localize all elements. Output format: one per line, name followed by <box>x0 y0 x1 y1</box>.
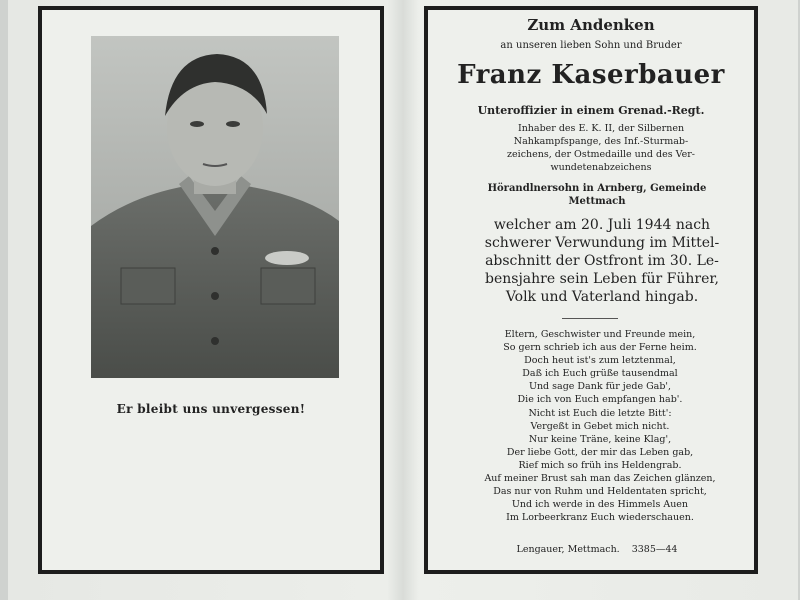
poem-line: Nur keine Träne, keine Klag', <box>528 433 672 445</box>
death-line: abschnitt der Ostfront im 30. Le- <box>485 253 719 269</box>
soldier-portrait-photo <box>91 36 339 378</box>
poem-line: Auf meiner Brust sah man das Zeichen glänzen, <box>484 473 716 485</box>
awards-line: zeichens, der Ostmedaille und des Ver- <box>507 149 695 160</box>
poem-line: Rief mich so früh ins Heldengrab. <box>518 459 682 471</box>
poem-line: Nicht ist Euch die letzte Bitt': <box>528 407 672 419</box>
poem-line: Im Lorbeerkranz Euch wiederschauen. <box>506 512 694 524</box>
poem-line: Das nur von Ruhm und Heldentaten spricht, <box>493 486 707 498</box>
memorial-motto: Er bleibt uns unvergessen! <box>116 402 306 416</box>
death-line: Volk und Vaterland hingab. <box>505 289 699 305</box>
origin-line: Mettmach <box>568 196 626 207</box>
death-line: bensjahre sein Leben für Führer, <box>485 271 719 287</box>
poem-line: Daß ich Euch grüße tausendmal <box>522 368 678 380</box>
poem-line: Und sage Dank für jede Gab', <box>528 381 672 393</box>
poem-line: Die ich von Euch empfangen hab'. <box>517 394 683 406</box>
poem-line: Und ich werde in des Himmels Auen <box>511 499 689 511</box>
poem-line: Vergeßt in Gebet mich nicht. <box>530 420 670 432</box>
print-number: 3385—44 <box>631 544 678 555</box>
poem-line: Der liebe Gott, der mir das Leben gab, <box>506 446 694 458</box>
portrait-image <box>91 36 339 378</box>
military-rank: Unteroffizier in einem Grenad.-Regt. <box>477 104 705 117</box>
origin-line: Hörandlnersohn in Arnberg, Gemeinde <box>487 183 707 194</box>
poem-line: Eltern, Geschwister und Freunde mein, <box>504 329 696 340</box>
origin-text <box>452 182 742 208</box>
poem-line: So gern schrieb ich aus der Ferne heim. <box>503 342 697 354</box>
death-line: welcher am 20. Juli 1944 nach <box>493 217 711 233</box>
card-heading: Zum Andenken <box>527 16 655 34</box>
poem-line: Doch heut ist's zum letztenmal, <box>524 355 676 367</box>
death-notice-text <box>460 216 744 306</box>
divider-line <box>562 318 618 319</box>
card-subheading: an unseren lieben Sohn und Bruder <box>500 40 682 51</box>
awards-line: Nahkampfspange, des Inf.-Sturmab- <box>513 136 689 147</box>
printer-name: Lengauer, Mettmach. <box>516 544 620 555</box>
awards-text <box>466 122 736 174</box>
awards-line: wundetenabzeichens <box>550 162 652 173</box>
memorial-poem <box>452 328 748 524</box>
awards-line: Inhaber des E. K. II, der Silbernen <box>517 123 685 134</box>
printer-imprint <box>452 544 742 555</box>
deceased-name: Franz Kaserbauer <box>457 60 725 90</box>
death-line: schwerer Verwundung im Mittel- <box>484 235 720 251</box>
